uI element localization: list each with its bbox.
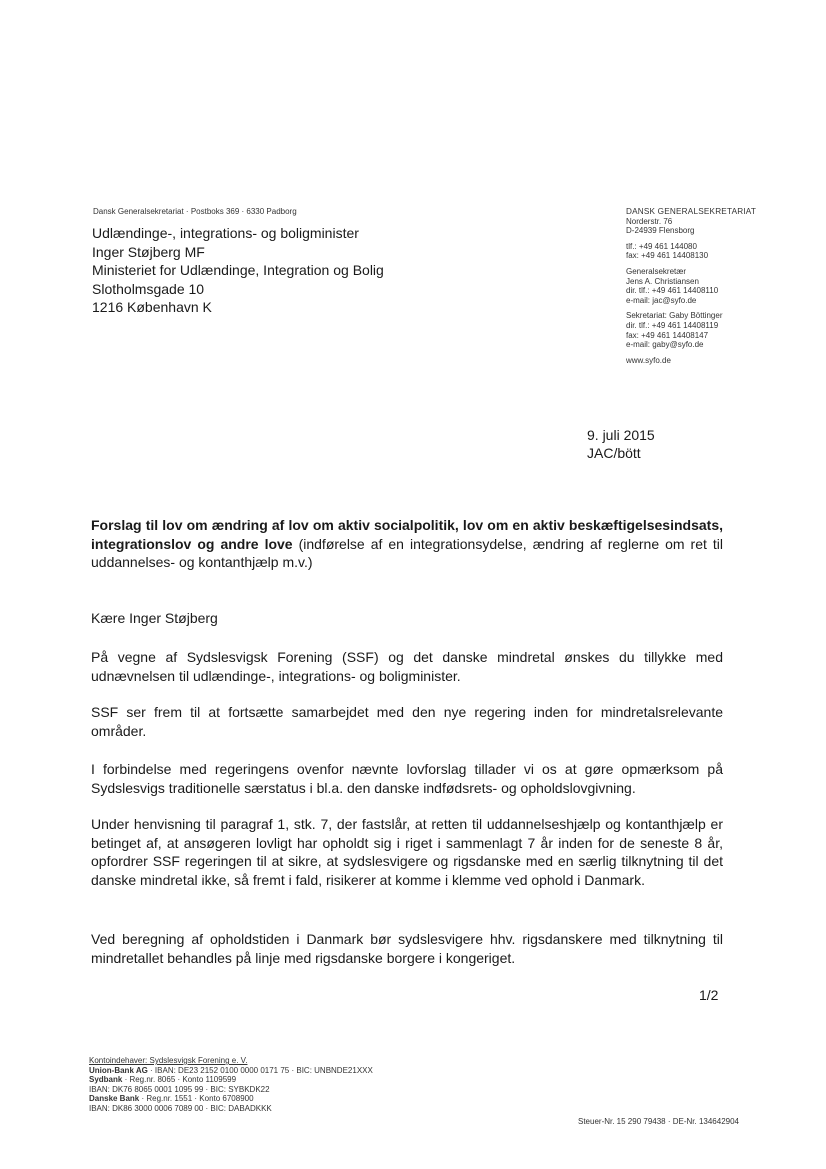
org-city: D-24939 Flensborg bbox=[626, 226, 695, 236]
subject-bold: Forslag til lov om ændring af lov om aktiv socialpolitik, lov om en aktiv beskæftigelsesindsats, integrationslov og andre love bbox=[91, 517, 723, 552]
subject-normal: (indførelse af en integrationsydelse, ændring af reglerne om ret til uddannelses- og kontanthjælp m.v.) bbox=[91, 535, 723, 570]
body-paragraph: SSF ser frem til at fortsætte samarbejdet med den nye regering inden for mindretalsrelevante områder. bbox=[91, 704, 723, 739]
bank-iban: IBAN: DK76 8065 0001 1095 99 · BIC: SYBKDK22 bbox=[89, 1084, 270, 1094]
recipient-line: 1216 København K bbox=[92, 299, 212, 315]
page-number: 1/2 bbox=[699, 987, 719, 1003]
sec-phone: dir. tlf.: +49 461 14408119 bbox=[626, 320, 719, 330]
bank-name: Union-Bank AG bbox=[89, 1065, 148, 1075]
sec-fax: fax: +49 461 14408147 bbox=[626, 330, 709, 340]
bank-footer bbox=[89, 1056, 373, 1114]
org-street: Norderstr. 76 bbox=[626, 216, 673, 226]
bank-iban: IBAN: DK86 3000 0006 7089 00 · BIC: DABADKKK bbox=[89, 1103, 272, 1113]
bank-line bbox=[89, 1075, 373, 1085]
letter-date: 9. juli 2015 bbox=[587, 427, 655, 443]
org-name: DANSK GENERALSEKRETARIAT bbox=[626, 207, 757, 216]
org-website bbox=[626, 356, 756, 366]
gs-email: e-mail: jac@syfo.de bbox=[626, 295, 697, 305]
org-address bbox=[626, 207, 756, 236]
bank-line bbox=[89, 1094, 373, 1104]
recipient-line: Ministeriet for Udlændinge, Integration og Bolig bbox=[92, 262, 384, 278]
tax-numbers: Steuer-Nr. 15 290 79438 · DE-Nr. 134642904 bbox=[578, 1117, 739, 1126]
sec-title: Sekretariat: Gaby Böttinger bbox=[626, 311, 723, 321]
bank-line bbox=[89, 1066, 373, 1076]
bank-name: Danske Bank bbox=[89, 1094, 140, 1104]
gs-name: Jens A. Christiansen bbox=[626, 276, 699, 286]
salutation: Kære Inger Støjberg bbox=[91, 610, 218, 626]
secretariat-contact bbox=[626, 311, 756, 349]
letterhead-sidebar bbox=[626, 207, 756, 371]
recipient-address bbox=[92, 224, 384, 317]
recipient-line: Udlændinge-, integrations- og boligminister bbox=[92, 225, 359, 241]
bank-details: · Reg.nr. 8065 · Konto 1109599 bbox=[122, 1075, 237, 1085]
recipient-line: Slotholmsgade 10 bbox=[92, 280, 205, 297]
secretary-general-contact bbox=[626, 267, 756, 305]
org-fax: fax: +49 461 14408130 bbox=[626, 251, 709, 261]
bank-details: · Reg.nr. 1551 · Konto 6708900 bbox=[139, 1094, 254, 1104]
bank-details: · IBAN: DE23 2152 0100 0000 0171 75 · BIC: UNBNDE21XXX bbox=[147, 1065, 373, 1075]
body-paragraph: I forbindelse med regeringens ovenfor nævnte lovforslag tillader vi os at gøre opmærksom på Sydslesvigs traditionelle særstatus i bl.a. den danske indfødsrets- og opholdslovgivning. bbox=[91, 761, 723, 796]
body-paragraph: På vegne af Sydslesvigsk Forening (SSF) og det danske mindretal ønskes du tillykke med udnævnelsen til udlændinge-, integrations- og boligminister. bbox=[91, 649, 723, 684]
body-paragraph: Under henvisning til paragraf 1, stk. 7, der fastslår, at retten til uddannelseshjælp og kontanthjælp er betinget af, at ansøgeren lovligt har opholdt sig i riget i sammenlagt 7 år inden for de seneste 8 år, opfordrer SSF regeringen til at sikre, at sydslesvigere og rigsdanske med en særlig tilknytning til det danske mindretal ikke, så fremt i fald, risikerer at komme i klemme ved ophold i Danmark. bbox=[91, 816, 723, 888]
org-phone: tlf.: +49 461 144080 bbox=[626, 241, 697, 251]
gs-title: Generalsekretær bbox=[626, 266, 687, 276]
letter-reference: JAC/bött bbox=[587, 444, 641, 461]
date-block bbox=[587, 427, 655, 462]
bank-name: Sydbank bbox=[89, 1075, 123, 1085]
subject-line bbox=[91, 516, 723, 572]
website-link: www.syfo.de bbox=[626, 355, 671, 365]
recipient-line: Inger Støjberg MF bbox=[92, 243, 205, 260]
org-contact bbox=[626, 242, 756, 261]
sender-return-address: Dansk Generalsekretariat · Postboks 369 · 6330 Padborg bbox=[93, 207, 297, 216]
gs-phone: dir. tlf.: +49 461 14408110 bbox=[626, 286, 719, 296]
sec-email: e-mail: gaby@syfo.de bbox=[626, 340, 704, 350]
body-paragraph: Ved beregning af opholdstiden i Danmark bør sydslesvigere hhv. rigsdanskere med tilknytning til mindretallet behandles på linje med rigsdanske borgere i kongeriget. bbox=[91, 931, 723, 966]
account-owner: Kontoindehaver: Sydslesvigsk Forening e. V. bbox=[89, 1056, 248, 1065]
